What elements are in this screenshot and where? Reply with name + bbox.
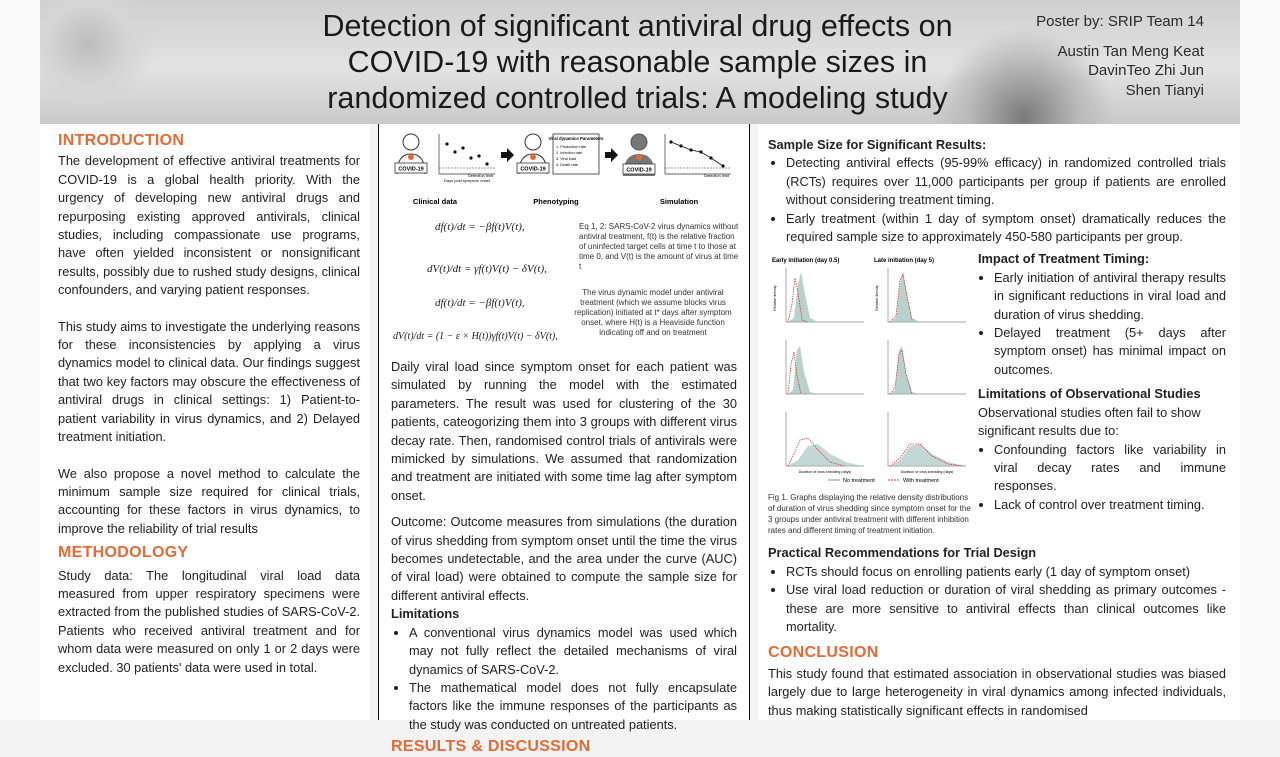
observational-heading: Limitations of Observational Studies — [978, 386, 1201, 402]
practical-heading: Practical Recommendations for Trial Design — [768, 545, 1037, 561]
params-title: Viral dynamics Parameters — [548, 136, 604, 141]
legend-no-treatment: No treatment — [843, 478, 875, 485]
equation-3: df(t)/dt = −βf(t)V(t), — [435, 297, 525, 309]
param-item: 2. Infection rate — [556, 151, 583, 155]
equation-1: df(t)/dt = −βf(t)V(t), — [435, 221, 525, 233]
poster-by: Poster by: SRIP Team 14 — [1036, 13, 1204, 30]
equation-2: dV(t)/dt = γf(t)V(t) − δV(t), — [427, 263, 547, 275]
density-panel — [888, 340, 966, 394]
list-item: • Early initiation of antiviral therapy results in significant reductions in viral load and duration of virus shedding. — [994, 269, 1226, 324]
list-item: • RCTs should focus on enrolling patients early (1 day of symptom onset) — [786, 563, 1226, 581]
clinical-data-label: Clinical data — [412, 197, 458, 206]
methodology-paragraph: Study data: The longitudinal viral load data measured from upper respiratory specimens were extracted from the published studies of SARS-CoV-2. Patients who received antiviral treatment and for whom data were measured on only 1 or 2 days were excluded. 30 patients' data were used in total. — [58, 567, 360, 675]
density-plots — [768, 254, 972, 484]
conclusion-paragraph: This study found that estimated association in observational studies was biased largely due to large heterogeneity in viral dynamics among infected individuals, thus making statistically significant effects in randomised — [768, 665, 1226, 718]
equation-note-1: Eq 1, 2: SARS-CoV-2 virus dynamics without antiviral treatment, f(t) is the relative fraction of uninfected target cells at time t to those at time 0, and V(t) is the amount of virus at time t — [579, 222, 739, 271]
timing-section — [978, 250, 1226, 514]
x-axis-label: Duration of virus shedding (days) — [900, 470, 954, 475]
column-middle — [378, 124, 750, 756]
x-axis-label: Duration of virus shedding (days) — [798, 470, 852, 475]
conclusion-heading: CONCLUSION — [768, 644, 879, 662]
param-item: 4. Death rate — [556, 163, 578, 167]
simulation-paragraph: Daily viral load since symptom onset for each patient was simulated by running the model with the estimated parameters. The result was used for clustering of the 30 patients, cateogorizing them into 3 groups with different virus decay rate. Then, randomised control trials of antivirals were mimicked by simulations. We assumed that randomization and treatment are initiated with some time lag after symptom onset. — [391, 359, 737, 503]
list-item: • Delayed treatment (5+ days after symptom onset) has minimal impact on outcomes. — [994, 324, 1226, 379]
practical-list — [768, 563, 1226, 637]
poster-title — [270, 8, 1005, 116]
observational-list — [978, 441, 1226, 515]
density-panel — [786, 268, 864, 322]
equation-4: dV(t)/dt = (1 − ε × H(t))γf(t)V(t) − δV(t), — [393, 331, 558, 342]
param-item: 3. Viral load — [556, 157, 576, 161]
methodology-heading: METHODOLOGY — [58, 544, 189, 562]
limitations-heading: Limitations — [391, 606, 460, 622]
column-left — [40, 124, 370, 720]
param-item: 1. Production rate — [556, 145, 586, 149]
results-heading: RESULTS & DISCUSSION — [391, 738, 591, 756]
figure-caption: Fig 1. Graphs displaying the relative density distributions of duration of virus shedding since symptom onset for the 3 groups under antiviral treatment with different inhibition rates and different timing of treatment initiation. — [768, 492, 971, 535]
density-panel — [786, 412, 864, 466]
timing-list — [978, 269, 1226, 379]
right-margin — [1240, 0, 1280, 720]
sample-size-list — [768, 154, 1226, 246]
y-axis-label: Relative density — [875, 285, 879, 312]
plot-column-title: Late initiation (day 5) — [874, 258, 935, 265]
author-block — [1036, 12, 1204, 100]
y-axis-label: Relative density — [773, 285, 777, 312]
plot-column-title: Early initiation (day 0.5) — [772, 258, 840, 265]
title-line: randomized controlled trials: A modeling study — [327, 81, 948, 115]
workflow-diagram — [391, 130, 737, 208]
list-item: • Detecting antiviral effects (95-99% efficacy) in randomized controlled trials (RCTs) requires over 11,000 participants per group if patients are enrolled without considering treatment timing. — [786, 154, 1226, 209]
axis-x-label: Days post symptom onset — [443, 178, 491, 183]
figure-1 — [768, 254, 972, 535]
legend-with-treatment: With treatment — [903, 478, 939, 485]
equation-note-2: The virus dynamic model under antiviral treatment (which we assume blocks virus replication) initiated at t* days after symptom onset, where H(t) is a Heaviside function indicating off and on treatment — [574, 288, 732, 337]
density-panel — [888, 268, 966, 322]
detection-limit-label: Detection limit — [703, 173, 729, 178]
covid-badge-text: COVID-19 — [626, 167, 652, 174]
intro-paragraph: This study aims to investigate the underlying reasons for these inconsistencies by applying a virus dynamics model to clinical data. Our findings suggest that two key factors may obscure the effectiveness of antiviral drugs in clinical settings: 1) Patient-to-patient variability in virus dynamics, and 2) Delayed treatment initiation. — [58, 318, 360, 445]
intro-heading: INTRODUCTION — [58, 132, 185, 149]
column-right — [758, 124, 1240, 720]
list-item: • Use viral load reduction or duration of viral shedding as primary outcomes - these are more sensitive to antiviral effects than clinical outcomes like mortality. — [786, 581, 1226, 636]
workflow-diagram-svg — [391, 130, 737, 208]
intro-paragraph: The development of effective antiviral treatments for COVID-19 is a global health priority. With the urgency of developing new antiviral drugs and repurposing existing approved antivirals, clinical studies, including compassionate use programs, have often yielded inconsistent or nonsignificant results, possibly due to rushed study designs, clinical confounders, and varying patient responses. — [58, 153, 360, 298]
outcome-paragraph: Outcome: Outcome measures from simulations (the duration of virus shedding from symptom onset until the time the virus becomes undetectable, and the area under the curve (AUC) of viral load) were obtained to compute the sample size for different antiviral effects. — [391, 514, 737, 603]
limitations-list — [391, 624, 737, 734]
phenotyping-label: Phenotyping — [533, 197, 579, 206]
equations-block — [391, 208, 737, 354]
author-name: Austin Tan Meng Keat — [1057, 42, 1204, 60]
covid-badge-text: COVID-19 — [520, 166, 546, 173]
detection-limit-label: Detection limit — [467, 173, 493, 178]
list-item: • Lack of control over treatment timing. — [994, 496, 1226, 514]
sample-size-heading: Sample Size for Significant Results: — [768, 137, 987, 152]
author-name: Shen Tianyi — [1125, 81, 1204, 99]
timing-heading: Impact of Treatment Timing: — [978, 251, 1150, 267]
author-name: DavinTeo Zhi Jun — [1088, 62, 1204, 79]
list-item: • A conventional virus dynamics model was used which may not fully reflect the detailed mechanisms of viral dynamics of SARS-CoV-2. — [409, 624, 737, 679]
list-item: • Early treatment (within 1 day of symptom onset) dramatically reduces the required sample size to approximately 450-580 participants per group. — [786, 210, 1226, 247]
covid-badge-text: COVID-19 — [398, 166, 424, 173]
intro-paragraph: We also propose a novel method to calculate the minimum sample size required for clinical trials, accounting for these factors in virus dynamics, to improve the reliability of trial results — [58, 465, 360, 536]
title-line: COVID-19 with reasonable sample sizes in — [347, 45, 928, 79]
simulation-label: Simulation — [659, 197, 699, 206]
poster-header — [40, 0, 1240, 124]
list-item: • The mathematical model does not fully encapsulate factors like the immune responses of the participants as the study was conducted on untreated patients. — [409, 679, 737, 734]
left-margin — [0, 0, 40, 720]
density-panel — [786, 340, 864, 394]
density-panel — [888, 412, 966, 466]
list-item: • Confounding factors like variability in viral decay rates and immune responses. — [994, 441, 1226, 496]
title-line: Detection of significant antiviral drug effects on — [322, 9, 953, 43]
observational-intro: Observational studies often fail to show significant results due to: — [978, 404, 1201, 439]
results-figure-section — [768, 251, 1226, 554]
